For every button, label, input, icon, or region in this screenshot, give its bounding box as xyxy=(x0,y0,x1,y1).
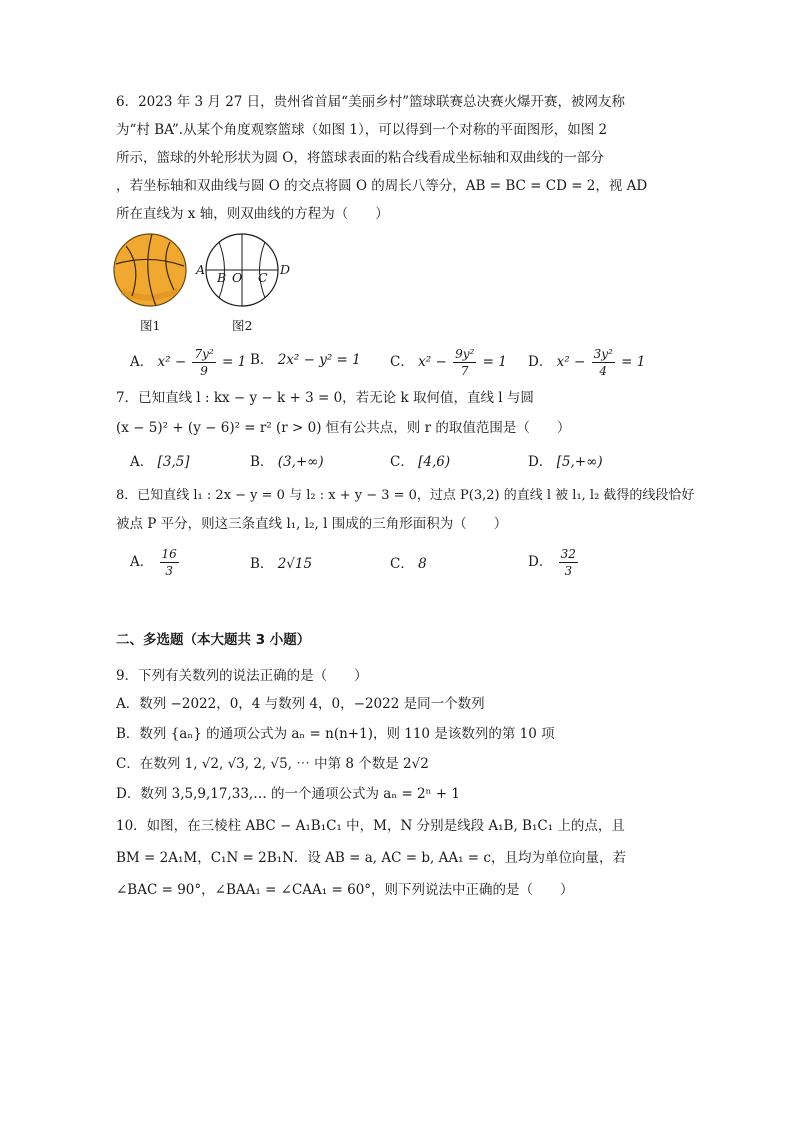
q9-option-a[interactable]: A．数列 −2022，0，4 与数列 4，0，−2022 是同一个数列 xyxy=(116,696,485,712)
q7-option-a[interactable]: A． [3,5] xyxy=(130,454,190,470)
figure1-label: 图1 xyxy=(140,318,161,333)
point-o-label: O xyxy=(232,270,243,285)
q10-line-1: 10．如图，在三棱柱 ABC − A₁B₁C₁ 中，M，N 分别是线段 A₁B, B₁C₁ 上的点，且 xyxy=(116,818,625,834)
q7-option-d[interactable]: D． [5,+∞) xyxy=(528,454,603,470)
point-b-label: B xyxy=(217,270,227,285)
q9-option-d[interactable]: D．数列 3,5,9,17,33,… 的一个通项公式为 aₙ = 2ⁿ + 1 xyxy=(116,786,460,802)
q8-option-a[interactable]: A． $\frac{16}{3}$ xyxy=(130,547,177,578)
q9-option-c[interactable]: C．在数列 1, √2, √3, 2, √5, ⋯ 中第 8 个数是 2√2 xyxy=(116,756,429,772)
q8-line-1: 8．已知直线 l₁ : 2x − y = 0 与 l₂ : x + y − 3 = 0，过点 P(3,2) 的直线 l 被 l₁, l₂ 截得的线段恰好 xyxy=(116,488,695,503)
q6-figures xyxy=(112,232,302,337)
q9-stem: 9．下列有关数列的说法正确的是（ ） xyxy=(116,668,368,684)
q7-option-c[interactable]: C． [4,6) xyxy=(390,454,451,470)
q8-option-d[interactable]: D． $\frac{32}{3}$ xyxy=(528,547,576,578)
point-d-label: D xyxy=(280,262,291,277)
point-a-label: A xyxy=(196,262,206,277)
figure2-label: 图2 xyxy=(232,318,253,333)
q8-option-c[interactable]: C． 8 xyxy=(390,556,427,572)
q7-option-b[interactable]: B． (3,+∞) xyxy=(250,454,324,470)
q9-option-b[interactable]: B．数列 {aₙ} 的通项公式为 aₙ = n(n+1)，则 110 是该数列的第 10 项 xyxy=(116,726,555,742)
q8-line-2: 被点 P 平分，则这三条直线 l₁, l₂, l 围成的三角形面积为（ ） xyxy=(116,516,508,532)
q6-option-a[interactable]: A． x² − $\frac{\text{7y²}}{9}$ = 1 xyxy=(130,347,247,378)
q6-option-c[interactable]: C． x² − $\frac{\text{9y²}}{7}$ = 1 xyxy=(390,347,507,378)
q6-line-4: ，若坐标轴和双曲线与圆 O 的交点将圆 O 的周长八等分，AB = BC = CD = 2，视 AD xyxy=(116,178,648,194)
q7-line-2: (x − 5)² + (y − 6)² = r² (r > 0) 恒有公共点，则 r 的取值范围是（ ） xyxy=(116,420,571,436)
q6-line-2: 为“村 BA”.从某个角度观察篮球（如图 1），可以得到一个对称的平面图形，如图 2 xyxy=(116,122,608,138)
q6-line-3: 所示，篮球的外轮形状为圆 O，将篮球表面的粘合线看成坐标轴和双曲线的一部分 xyxy=(116,150,604,166)
q10-line-2: BM = 2A₁M，C₁N = 2B₁N．设 AB = a, AC = b, AA₁ = c，且均为单位向量，若 xyxy=(116,850,626,866)
figure1-basketball xyxy=(114,234,186,306)
q6-line-1: 6．2023 年 3 月 27 日，贵州省首届“美丽乡村”篮球联赛总决赛火爆开赛，被网友称 xyxy=(116,94,625,110)
q6-line-5: 所在直线为 x 轴，则双曲线的方程为（ ） xyxy=(116,206,389,222)
q8-option-b[interactable]: B． 2√15 xyxy=(250,556,313,572)
q6-option-b[interactable]: B． 2x² − y² = 1 xyxy=(250,352,361,368)
section-heading: 二、多选题（本大题共 3 小题） xyxy=(116,632,311,648)
q6-option-d[interactable]: D． x² − $\frac{\text{3y²}}{4}$ = 1 xyxy=(528,347,646,378)
q10-line-3: ∠BAC = 90°，∠BAA₁ = ∠CAA₁ = 60°，则下列说法中正确的是（ ） xyxy=(116,882,574,898)
point-c-label: C xyxy=(258,270,268,285)
q7-line-1: 7．已知直线 l : kx − y − k + 3 = 0，若无论 k 取何值，直线 l 与圆 xyxy=(116,390,534,406)
basketball-figures xyxy=(112,232,302,312)
